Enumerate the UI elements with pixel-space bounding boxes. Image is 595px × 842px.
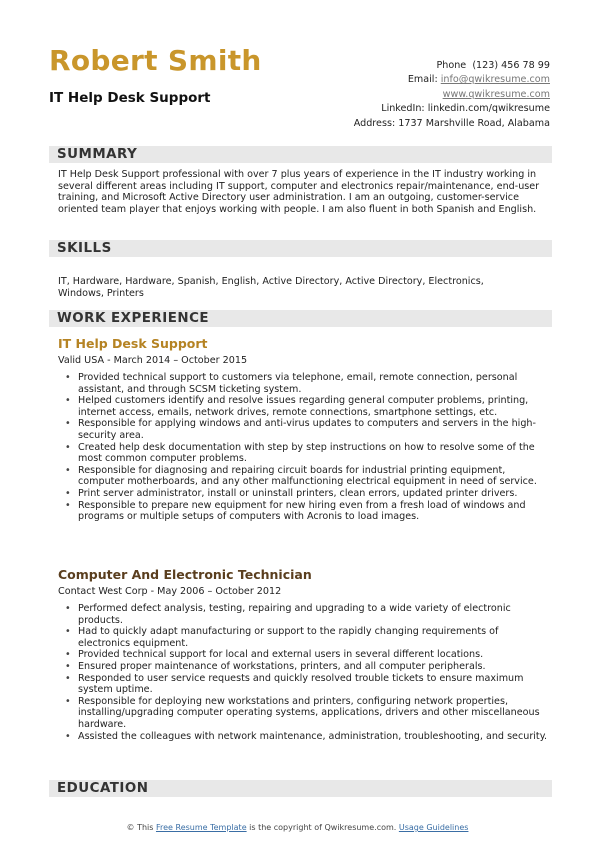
job-meta: Valid USA - March 2014 – October 2015 xyxy=(58,355,248,366)
list-item: • Ensured proper maintenance of workstations, printers, and all computer peripherals. xyxy=(58,661,550,673)
list-item: • Responded to user service requests and quickly resolved trouble tickets to ensure maximum system uptime. xyxy=(58,673,550,696)
linkedin-label: LinkedIn: xyxy=(381,103,425,115)
contact-email xyxy=(354,73,550,87)
list-item: • Print server administrator, install or uninstall printers, clean errors, updated printer drivers. xyxy=(58,488,550,500)
job-title: Computer And Electronic Technician xyxy=(58,567,312,582)
candidate-name: Robert Smith xyxy=(49,44,262,77)
footer-prefix: © This xyxy=(126,823,154,832)
usage-guidelines-link[interactable]: Usage Guidelines xyxy=(398,823,469,832)
list-item: • Had to quickly adapt manufacturing or support to the rapidly changing requirements of electronics equipment. xyxy=(58,626,550,649)
summary-text: IT Help Desk Support professional with over 7 plus years of experience in the IT industry working in several different areas including IT support, computer and electronics repair/maintenance, end-user training, and Microsoft Active Directory user administration. I am an outgoing, customer-service oriented team player that enjoys working with people. I am also fluent in both Spanish and English. xyxy=(58,169,540,215)
list-item: • Responsible for diagnosing and repairing circuit boards for industrial printing equipment, computer motherboards, and any other malfunctioning electrical equipment in need of service. xyxy=(58,465,550,488)
free-resume-template-link[interactable]: Free Resume Template xyxy=(155,823,247,832)
job-meta: Contact West Corp - May 2006 – October 2012 xyxy=(58,586,282,597)
list-item: • Responsible to prepare new equipment for new hiring even from a fresh load of windows and programs or multiple setups of computers with Acronis to load images. xyxy=(58,500,550,523)
list-item: • Responsible for deploying new workstations and printers, configuring network properties, installing/upgrading computer operating systems, applications, drivers and other miscellaneous hardware. xyxy=(58,696,550,731)
list-item: • Assisted the colleagues with network maintenance, administration, troubleshooting, and security. xyxy=(58,731,550,743)
address-value: 1737 Marshville Road, Alabama xyxy=(398,117,550,129)
contact-website xyxy=(354,88,550,102)
list-item: • Provided technical support for local and external users in several different locations. xyxy=(58,649,550,661)
skills-heading: SKILLS xyxy=(49,240,552,257)
contact-phone xyxy=(354,59,550,73)
footer xyxy=(0,823,595,832)
summary-heading: SUMMARY xyxy=(49,146,552,163)
linkedin-value: linkedin.com/qwikresume xyxy=(427,103,550,115)
email-label: Email: xyxy=(407,74,438,86)
list-item: • Created help desk documentation with step by step instructions on how to resolve some of the most common computer problems. xyxy=(58,442,550,465)
list-item: • Provided technical support to customers via telephone, email, remote connection, personal assistant, and through SCSM ticketing system. xyxy=(58,372,550,395)
job-bullets xyxy=(58,372,550,523)
address-label: Address: xyxy=(353,117,396,129)
experience-heading: WORK EXPERIENCE xyxy=(49,310,552,327)
contact-linkedin xyxy=(354,102,550,116)
skills-text: IT, Hardware, Hardware, Spanish, English, Active Directory, Active Directory, Electronics, Windows, Printers xyxy=(58,276,484,299)
list-item: • Helped customers identify and resolve issues regarding general computer problems, printing, internet access, emails, network drives, remote connections, smartphone settings, etc. xyxy=(58,395,550,418)
phone-value: (123) 456 78 99 xyxy=(472,60,550,71)
job-bullets xyxy=(58,603,550,742)
candidate-title: IT Help Desk Support xyxy=(49,90,211,106)
contact-address xyxy=(354,117,550,131)
job-title: IT Help Desk Support xyxy=(58,336,208,351)
education-heading: EDUCATION xyxy=(49,780,552,797)
list-item: • Responsible for applying windows and anti-virus updates to computers and servers in the high-security area. xyxy=(58,418,550,441)
contact-block xyxy=(354,59,550,131)
phone-label: Phone xyxy=(436,60,467,71)
website-link[interactable]: www.qwikresume.com xyxy=(442,88,550,100)
list-item: • Performed defect analysis, testing, repairing and upgrading to a wide variety of electronic products. xyxy=(58,603,550,626)
footer-copyright-text: is the copyright of Qwikresume.com. xyxy=(249,823,397,832)
email-link[interactable]: info@qwikresume.com xyxy=(440,74,550,86)
